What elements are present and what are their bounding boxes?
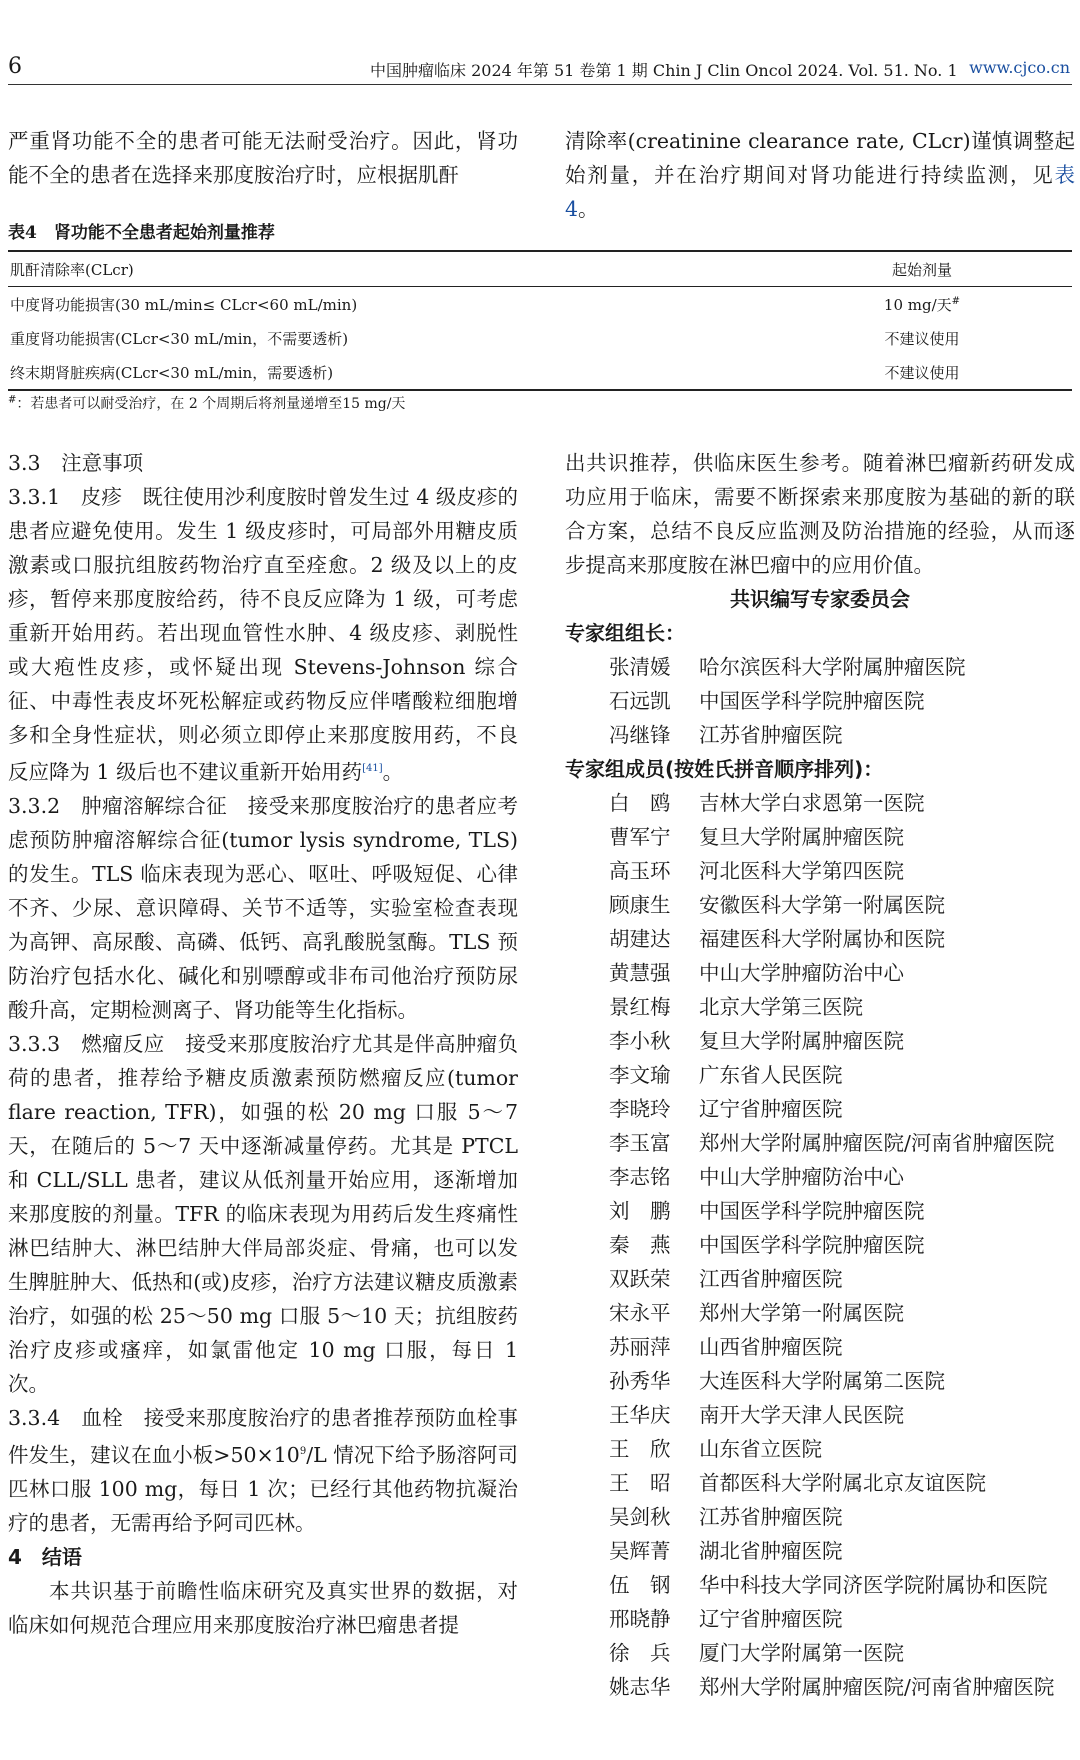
expert-institution: 郑州大学附属肿瘤医院/河南省肿瘤医院 bbox=[699, 1675, 1055, 1699]
section-3-3-2-tls: 3.3.2 肿瘤溶解综合征 接受来那度胺治疗的患者应考虑预防肿瘤溶解综合征(tumor lysis syndrome, TLS)的发生。TLS 临床表现为恶心、呕吐、呼吸短促、心律不齐、少尿、意识障碍、关节不适等，实验室检查表现为高钾、高尿酸、高磷、低钙、高乳酸脱氢酶。TLS 预防治疗包括水化、碱化和别嘌醇或非布司他治疗预防尿酸升高，定期检测离子、肾功能等生化指标。 bbox=[8, 793, 518, 1022]
section-3-3-3-tfr: 3.3.3 燃瘤反应 接受来那度胺治疗尤其是伴高肿瘤负荷的患者，推荐给予糖皮质激素预防燃瘤反应(tumor flare reaction, TFR)，如强的松 20 mg 口服 5～7 天，在随后的 5～7 天中逐渐减量停药。尤其是 PTCL 和 CLL/SLL 患者，建议从低剂量开始应用，逐渐增加来那度胺的剂量。TFR 的临床表现为用药后发生疼痛性淋巴结肿大、淋巴结肿大伴局部炎症、骨痛，也可以发生脾脏肿大、低热和(或)皮疹，治疗方法建议糖皮质激素治疗，如强的松 25～50 mg 口服 5～10 天；抗组胺药治疗皮疹或瘙痒，如氯雷他定 10 mg 口服，每日 1 次。 bbox=[8, 1031, 518, 1396]
expert-institution: 郑州大学附属肿瘤医院/河南省肿瘤医院 bbox=[699, 1131, 1055, 1155]
expert-institution: 辽宁省肿瘤医院 bbox=[699, 1607, 843, 1631]
table-row bbox=[8, 287, 1072, 322]
expert-institution: 复旦大学附属肿瘤医院 bbox=[699, 1029, 904, 1053]
expert-institution: 中山大学肿瘤防治中心 bbox=[699, 1165, 904, 1189]
expert-institution: 首都医科大学附属北京友谊医院 bbox=[699, 1471, 986, 1495]
list-item bbox=[565, 786, 1075, 820]
expert-name: 张清媛 bbox=[609, 655, 671, 679]
list-item bbox=[565, 718, 1075, 752]
expert-institution: 哈尔滨医科大学附属肿瘤医院 bbox=[699, 655, 966, 679]
list-item bbox=[565, 1058, 1075, 1092]
members-list bbox=[565, 786, 1075, 1704]
expert-institution: 中国医学科学院肿瘤医院 bbox=[699, 689, 925, 713]
table-header-clcr: 肌酐清除率(CLcr) bbox=[10, 260, 134, 279]
leaders-heading: 专家组组长： bbox=[565, 621, 685, 645]
expert-name: 李志铭 bbox=[609, 1165, 671, 1189]
expert-institution: 广东省人民医院 bbox=[699, 1063, 843, 1087]
expert-name: 李文瑜 bbox=[609, 1063, 671, 1087]
intro-left-text: 严重肾功能不全的患者可能无法耐受治疗。因此，肾功能不全的患者在选择来那度胺治疗时，应根据肌酐 bbox=[8, 129, 518, 187]
expert-institution: 山西省肿瘤医院 bbox=[699, 1335, 843, 1359]
table-cell: 不建议使用 bbox=[884, 329, 960, 348]
expert-name: 宋永平 bbox=[609, 1301, 671, 1325]
list-item bbox=[565, 1534, 1075, 1568]
table4 bbox=[8, 250, 1072, 391]
expert-name: 黄慧强 bbox=[609, 961, 671, 985]
table-header-row bbox=[8, 251, 1072, 287]
list-item bbox=[565, 990, 1075, 1024]
list-item bbox=[565, 1024, 1075, 1058]
expert-institution: 郑州大学第一附属医院 bbox=[699, 1301, 904, 1325]
table-cell: 10 mg/天# bbox=[883, 295, 961, 314]
list-item bbox=[565, 956, 1075, 990]
list-item bbox=[565, 1228, 1075, 1262]
expert-institution: 中国医学科学院肿瘤医院 bbox=[699, 1233, 925, 1257]
journal-citation: 中国肿瘤临床 2024 年第 51 卷第 1 期 Chin J Clin Oncol 2024. Vol. 51. No. 1 bbox=[370, 61, 958, 80]
expert-name: 胡建达 bbox=[609, 927, 671, 951]
right-column bbox=[565, 446, 1075, 1704]
conclusion-continued: 出共识推荐，供临床医生参考。随着淋巴瘤新药研发成功应用于临床，需要不断探索来那度胺为基础的新的联合方案，总结不良反应监测及防治措施的经验，从而逐步提高来那度胺在淋巴瘤中的应用价值。 bbox=[565, 451, 1075, 577]
table4-title: 表4 肾功能不全患者起始剂量推荐 bbox=[8, 223, 275, 243]
expert-name: 姚志华 bbox=[609, 1675, 671, 1699]
list-item bbox=[565, 1160, 1075, 1194]
table-header-dose: 起始剂量 bbox=[891, 260, 952, 279]
expert-institution: 中国医学科学院肿瘤医院 bbox=[699, 1199, 925, 1223]
expert-name: 景红梅 bbox=[609, 995, 671, 1019]
expert-institution: 山东省立医院 bbox=[699, 1437, 822, 1461]
expert-institution: 大连医科大学附属第二医院 bbox=[699, 1369, 945, 1393]
table-cell: 重度肾功能损害(CLcr<30 mL/min，不需要透析) bbox=[10, 329, 349, 348]
list-item bbox=[565, 1364, 1075, 1398]
table-row bbox=[8, 355, 1072, 390]
expert-name: 吴辉菁 bbox=[609, 1539, 671, 1563]
expert-name: 石远凯 bbox=[609, 689, 671, 713]
table-cell: 终末期肾脏疾病(CLcr<30 mL/min，需要透析) bbox=[10, 363, 334, 382]
table4-link[interactable]: 表 4 bbox=[565, 163, 1075, 221]
expert-name: 李玉富 bbox=[609, 1131, 671, 1155]
list-item bbox=[565, 1398, 1075, 1432]
list-item bbox=[565, 1194, 1075, 1228]
list-item bbox=[565, 1500, 1075, 1534]
list-item bbox=[565, 1670, 1075, 1704]
expert-name: 白 鸥 bbox=[609, 791, 671, 815]
expert-institution: 江西省肿瘤医院 bbox=[699, 1267, 843, 1291]
section-3-3-1-rash: 3.3.1 皮疹 既往使用沙利度胺时曾发生过 4 级皮疹的患者应避免使用。发生 1 级皮疹时，可局部外用糖皮质激素或口服抗组胺药物治疗直至痊愈。2 级及以上的皮疹，暂停来那度胺给药，待不良反应降为 1 级，可考虑重新开始用药。若出现血管性水肿、4 级皮疹、剥脱性或大疱性皮疹，或怀疑出现 Stevens-Johnson 综合征、中毒性表皮坏死松解症或药物反应伴嗜酸粒细胞增多和全身性症状，则必须立即停止来那度胺用药，不良反应降为 1 级后也不建议重新开始用药[41]。 bbox=[8, 485, 518, 784]
list-item bbox=[565, 1568, 1075, 1602]
expert-institution: 华中科技大学同济医学院附属协和医院 bbox=[699, 1573, 1048, 1597]
expert-institution: 江苏省肿瘤医院 bbox=[699, 1505, 843, 1529]
expert-name: 曹军宁 bbox=[609, 825, 671, 849]
expert-institution: 厦门大学附属第一医院 bbox=[699, 1641, 904, 1665]
expert-name: 伍 钢 bbox=[609, 1573, 671, 1597]
list-item bbox=[565, 1432, 1075, 1466]
expert-name: 王 欣 bbox=[609, 1437, 671, 1461]
list-item bbox=[565, 1126, 1075, 1160]
expert-institution: 福建医科大学附属协和医院 bbox=[699, 927, 945, 951]
header-rule bbox=[8, 84, 1072, 85]
list-item bbox=[565, 854, 1075, 888]
expert-name: 孙秀华 bbox=[609, 1369, 671, 1393]
members-heading: 专家组成员(按姓氏拼音顺序排列)： bbox=[565, 757, 884, 781]
list-item bbox=[565, 1092, 1075, 1126]
expert-institution: 安徽医科大学第一附属医院 bbox=[699, 893, 945, 917]
list-item bbox=[565, 820, 1075, 854]
list-item bbox=[565, 1602, 1075, 1636]
expert-name: 苏丽萍 bbox=[609, 1335, 671, 1359]
expert-name: 双跃荣 bbox=[609, 1267, 671, 1291]
list-item bbox=[565, 650, 1075, 684]
left-column bbox=[8, 446, 518, 1642]
expert-name: 冯继锋 bbox=[609, 723, 671, 747]
list-item bbox=[565, 1330, 1075, 1364]
expert-name: 王 昭 bbox=[609, 1471, 671, 1495]
journal-url[interactable]: www.cjco.cn bbox=[969, 58, 1070, 77]
expert-institution: 湖北省肿瘤医院 bbox=[699, 1539, 843, 1563]
intro-right-text: 清除率(creatinine clearance rate, CLcr)谨慎调整起始剂量，并在治疗期间对肾功能进行持续监测，见表 4。 bbox=[565, 129, 1075, 221]
expert-institution: 北京大学第三医院 bbox=[699, 995, 863, 1019]
leaders-list bbox=[565, 650, 1075, 752]
table-cell: 不建议使用 bbox=[884, 363, 960, 382]
list-item bbox=[565, 1466, 1075, 1500]
conclusion-start: 本共识基于前瞻性临床研究及真实世界的数据，对临床如何规范合理应用来那度胺治疗淋巴瘤患者提 bbox=[8, 1578, 518, 1637]
expert-institution: 南开大学天津人民医院 bbox=[699, 1403, 904, 1427]
list-item bbox=[565, 1636, 1075, 1670]
table-cell: 中度肾功能损害(30 mL/min≤ CLcr<60 mL/min) bbox=[10, 295, 358, 314]
expert-name: 吴剑秋 bbox=[609, 1505, 671, 1529]
expert-name: 刘 鹏 bbox=[609, 1199, 671, 1223]
expert-name: 徐 兵 bbox=[609, 1641, 671, 1665]
expert-institution: 吉林大学白求恩第一医院 bbox=[699, 791, 925, 815]
section-3-3-4-thrombosis: 3.3.4 血栓 接受来那度胺治疗的患者推荐预防血栓事件发生，建议在血小板$>50\times 10^9/L$ 情况下给予肠溶阿司匹林口服 100 mg，每日 1 次；已经行其他药物抗凝治疗的患者，无需再给予阿司匹林。 bbox=[8, 1405, 518, 1535]
committee-title: 共识编写专家委员会 bbox=[730, 587, 910, 611]
section-3-3-heading: 3.3 注意事项 bbox=[8, 451, 144, 475]
expert-name: 李晓玲 bbox=[609, 1097, 671, 1121]
expert-institution: 复旦大学附属肿瘤医院 bbox=[699, 825, 904, 849]
expert-institution: 辽宁省肿瘤医院 bbox=[699, 1097, 843, 1121]
expert-name: 顾康生 bbox=[609, 893, 671, 917]
expert-name: 王华庆 bbox=[609, 1403, 671, 1427]
section-4-heading: 4 结语 bbox=[8, 1544, 82, 1569]
list-item bbox=[565, 888, 1075, 922]
table4-footnote: #：若患者可以耐受治疗，在 2 个周期后将剂量递增至15 mg/天 bbox=[8, 394, 406, 412]
expert-name: 邢晓静 bbox=[609, 1607, 671, 1631]
list-item bbox=[565, 1296, 1075, 1330]
table-row bbox=[8, 321, 1072, 355]
expert-institution: 江苏省肿瘤医院 bbox=[699, 723, 843, 747]
reference-41[interactable]: [41] bbox=[362, 763, 383, 774]
expert-name: 高玉环 bbox=[609, 859, 671, 883]
expert-name: 李小秋 bbox=[609, 1029, 671, 1053]
list-item bbox=[565, 922, 1075, 956]
page-number: 6 bbox=[8, 54, 22, 79]
expert-name: 秦 燕 bbox=[609, 1233, 671, 1257]
list-item bbox=[565, 1262, 1075, 1296]
expert-institution: 河北医科大学第四医院 bbox=[699, 859, 904, 883]
list-item bbox=[565, 684, 1075, 718]
expert-institution: 中山大学肿瘤防治中心 bbox=[699, 961, 904, 985]
page-header bbox=[0, 0, 1080, 100]
